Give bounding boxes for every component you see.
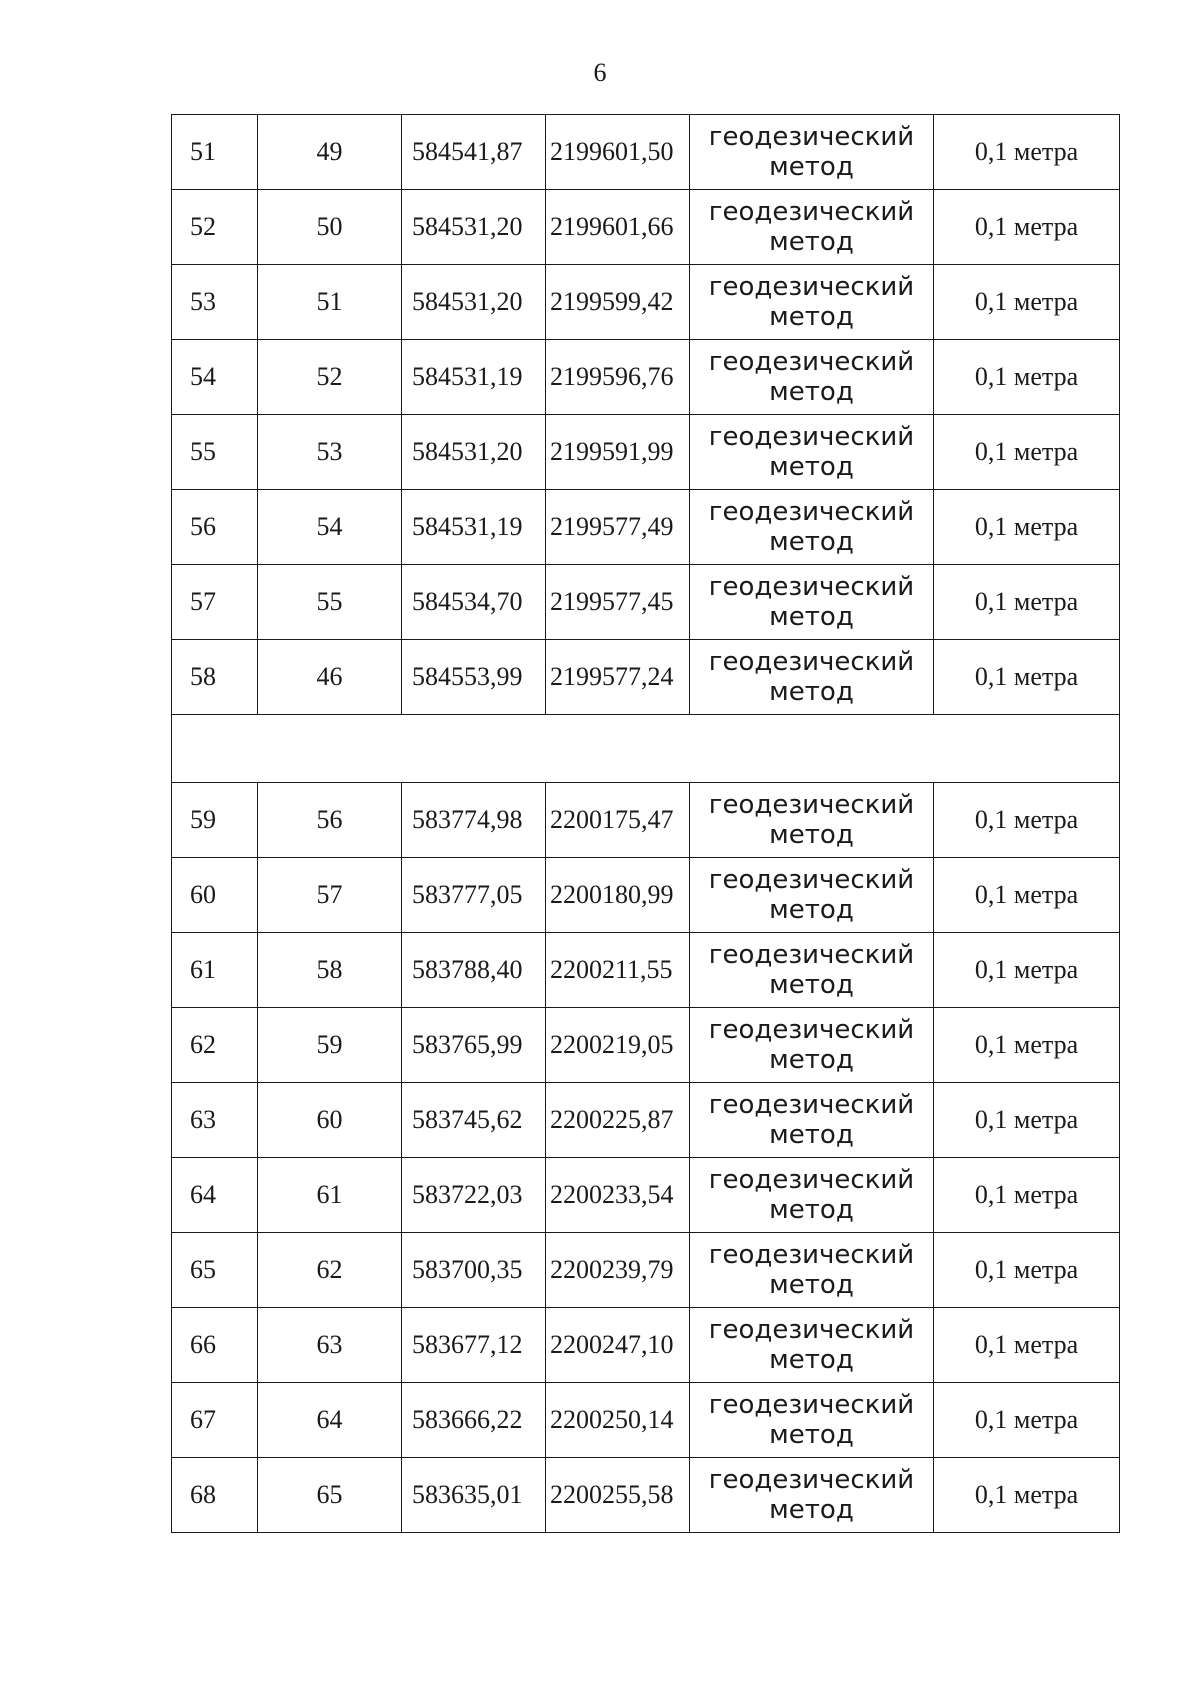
- row-number-cell: 62: [172, 1008, 258, 1083]
- point-number-cell: 60: [258, 1083, 402, 1158]
- method-line-2: метод: [769, 152, 854, 182]
- table-row: [172, 858, 1120, 933]
- point-number-cell: 56: [258, 783, 402, 858]
- accuracy-cell: 0,1 метра: [934, 858, 1120, 933]
- method-cell: [690, 858, 934, 933]
- y-coordinate-cell: 2199596,76: [546, 340, 690, 415]
- x-coordinate-cell: 584531,20: [402, 415, 546, 490]
- row-number-cell: 51: [172, 115, 258, 190]
- method-cell: [690, 115, 934, 190]
- table-row: [172, 265, 1120, 340]
- point-number-cell: 46: [258, 640, 402, 715]
- method-line-2: метод: [769, 1045, 854, 1075]
- y-coordinate-cell: 2199577,49: [546, 490, 690, 565]
- method-cell: [690, 1233, 934, 1308]
- method-cell: [690, 1458, 934, 1533]
- method-line-1: геодезический: [708, 197, 915, 227]
- method-cell: [690, 783, 934, 858]
- method-cell: [690, 490, 934, 565]
- x-coordinate-cell: 583700,35: [402, 1233, 546, 1308]
- x-coordinate-cell: 583788,40: [402, 933, 546, 1008]
- table-row: [172, 1158, 1120, 1233]
- method-cell: [690, 1308, 934, 1383]
- row-number-cell: 61: [172, 933, 258, 1008]
- point-number-cell: 50: [258, 190, 402, 265]
- page-number: 6: [593, 58, 607, 87]
- x-coordinate-cell: 584541,87: [402, 115, 546, 190]
- method-cell: [690, 340, 934, 415]
- empty-separator-row: [172, 715, 1120, 783]
- table-row: [172, 1083, 1120, 1158]
- row-number-cell: 55: [172, 415, 258, 490]
- method-cell: [690, 565, 934, 640]
- y-coordinate-cell: 2200239,79: [546, 1233, 690, 1308]
- method-line-1: геодезический: [708, 272, 915, 302]
- table-row: [172, 1458, 1120, 1533]
- method-line-2: метод: [769, 377, 854, 407]
- x-coordinate-cell: 584531,20: [402, 190, 546, 265]
- method-cell: [690, 265, 934, 340]
- accuracy-cell: 0,1 метра: [934, 1383, 1120, 1458]
- x-coordinate-cell: 583635,01: [402, 1458, 546, 1533]
- table-row: [172, 640, 1120, 715]
- y-coordinate-cell: 2200233,54: [546, 1158, 690, 1233]
- table-row: [172, 1008, 1120, 1083]
- point-number-cell: 64: [258, 1383, 402, 1458]
- method-line-1: геодезический: [708, 1315, 915, 1345]
- row-number-cell: 58: [172, 640, 258, 715]
- table-row: [172, 1308, 1120, 1383]
- accuracy-cell: 0,1 метра: [934, 1308, 1120, 1383]
- row-number-cell: 68: [172, 1458, 258, 1533]
- x-coordinate-cell: 583777,05: [402, 858, 546, 933]
- accuracy-cell: 0,1 метра: [934, 1458, 1120, 1533]
- y-coordinate-cell: 2200219,05: [546, 1008, 690, 1083]
- row-number-cell: 59: [172, 783, 258, 858]
- method-line-2: метод: [769, 527, 854, 557]
- method-cell: [690, 1008, 934, 1083]
- method-line-2: метод: [769, 1420, 854, 1450]
- table-row: [172, 1233, 1120, 1308]
- method-line-2: метод: [769, 302, 854, 332]
- method-line-2: метод: [769, 1495, 854, 1525]
- method-line-2: метод: [769, 602, 854, 632]
- accuracy-cell: 0,1 метра: [934, 1008, 1120, 1083]
- row-number-cell: 56: [172, 490, 258, 565]
- table-body-group-2: [172, 783, 1120, 1533]
- y-coordinate-cell: 2200225,87: [546, 1083, 690, 1158]
- accuracy-cell: 0,1 метра: [934, 190, 1120, 265]
- method-line-1: геодезический: [708, 940, 915, 970]
- method-line-1: геодезический: [708, 572, 915, 602]
- method-cell: [690, 640, 934, 715]
- accuracy-cell: 0,1 метра: [934, 115, 1120, 190]
- accuracy-cell: 0,1 метра: [934, 1083, 1120, 1158]
- method-line-1: геодезический: [708, 647, 915, 677]
- method-line-2: метод: [769, 1120, 854, 1150]
- x-coordinate-cell: 584553,99: [402, 640, 546, 715]
- point-number-cell: 63: [258, 1308, 402, 1383]
- table-separator: [172, 715, 1120, 783]
- method-line-1: геодезический: [708, 1165, 915, 1195]
- x-coordinate-cell: 583666,22: [402, 1383, 546, 1458]
- method-line-1: геодезический: [708, 1390, 915, 1420]
- method-cell: [690, 933, 934, 1008]
- method-line-1: геодезический: [708, 1015, 915, 1045]
- point-number-cell: 58: [258, 933, 402, 1008]
- row-number-cell: 66: [172, 1308, 258, 1383]
- point-number-cell: 59: [258, 1008, 402, 1083]
- point-number-cell: 53: [258, 415, 402, 490]
- table-row: [172, 190, 1120, 265]
- x-coordinate-cell: 583677,12: [402, 1308, 546, 1383]
- accuracy-cell: 0,1 метра: [934, 640, 1120, 715]
- y-coordinate-cell: 2200211,55: [546, 933, 690, 1008]
- y-coordinate-cell: 2200247,10: [546, 1308, 690, 1383]
- method-line-1: геодезический: [708, 1240, 915, 1270]
- accuracy-cell: 0,1 метра: [934, 1158, 1120, 1233]
- method-cell: [690, 415, 934, 490]
- y-coordinate-cell: 2199577,45: [546, 565, 690, 640]
- accuracy-cell: 0,1 метра: [934, 783, 1120, 858]
- point-number-cell: 65: [258, 1458, 402, 1533]
- point-number-cell: 62: [258, 1233, 402, 1308]
- x-coordinate-cell: 584531,19: [402, 340, 546, 415]
- table-body-group-1: [172, 115, 1120, 715]
- x-coordinate-cell: 584531,19: [402, 490, 546, 565]
- row-number-cell: 64: [172, 1158, 258, 1233]
- table-row: [172, 415, 1120, 490]
- table-row: [172, 340, 1120, 415]
- row-number-cell: 60: [172, 858, 258, 933]
- point-number-cell: 61: [258, 1158, 402, 1233]
- accuracy-cell: 0,1 метра: [934, 265, 1120, 340]
- method-cell: [690, 1158, 934, 1233]
- x-coordinate-cell: 583765,99: [402, 1008, 546, 1083]
- method-line-1: геодезический: [708, 790, 915, 820]
- row-number-cell: 65: [172, 1233, 258, 1308]
- method-cell: [690, 1383, 934, 1458]
- method-line-2: метод: [769, 820, 854, 850]
- method-line-1: геодезический: [708, 1465, 915, 1495]
- point-number-cell: 57: [258, 858, 402, 933]
- table-row: [172, 115, 1120, 190]
- method-line-1: геодезический: [708, 347, 915, 377]
- table-row: [172, 1383, 1120, 1458]
- accuracy-cell: 0,1 метра: [934, 1233, 1120, 1308]
- row-number-cell: 57: [172, 565, 258, 640]
- table-row: [172, 783, 1120, 858]
- point-number-cell: 54: [258, 490, 402, 565]
- y-coordinate-cell: 2199577,24: [546, 640, 690, 715]
- y-coordinate-cell: 2199601,66: [546, 190, 690, 265]
- y-coordinate-cell: 2200175,47: [546, 783, 690, 858]
- x-coordinate-cell: 583774,98: [402, 783, 546, 858]
- method-line-1: геодезический: [708, 1090, 915, 1120]
- method-line-2: метод: [769, 970, 854, 1000]
- table-row: [172, 565, 1120, 640]
- y-coordinate-cell: 2200250,14: [546, 1383, 690, 1458]
- method-line-1: геодезический: [708, 497, 915, 527]
- x-coordinate-cell: 583722,03: [402, 1158, 546, 1233]
- x-coordinate-cell: 583745,62: [402, 1083, 546, 1158]
- empty-separator-cell: [172, 715, 1120, 783]
- row-number-cell: 53: [172, 265, 258, 340]
- method-line-2: метод: [769, 227, 854, 257]
- coordinates-table: [171, 114, 1120, 1533]
- y-coordinate-cell: 2200180,99: [546, 858, 690, 933]
- accuracy-cell: 0,1 метра: [934, 933, 1120, 1008]
- x-coordinate-cell: 584534,70: [402, 565, 546, 640]
- row-number-cell: 67: [172, 1383, 258, 1458]
- method-line-2: метод: [769, 895, 854, 925]
- accuracy-cell: 0,1 метра: [934, 340, 1120, 415]
- row-number-cell: 54: [172, 340, 258, 415]
- y-coordinate-cell: 2200255,58: [546, 1458, 690, 1533]
- table-row: [172, 933, 1120, 1008]
- x-coordinate-cell: 584531,20: [402, 265, 546, 340]
- method-cell: [690, 1083, 934, 1158]
- accuracy-cell: 0,1 метра: [934, 490, 1120, 565]
- method-line-2: метод: [769, 677, 854, 707]
- point-number-cell: 51: [258, 265, 402, 340]
- method-line-2: метод: [769, 1345, 854, 1375]
- method-line-2: метод: [769, 452, 854, 482]
- y-coordinate-cell: 2199601,50: [546, 115, 690, 190]
- row-number-cell: 52: [172, 190, 258, 265]
- table-row: [172, 490, 1120, 565]
- point-number-cell: 55: [258, 565, 402, 640]
- y-coordinate-cell: 2199591,99: [546, 415, 690, 490]
- accuracy-cell: 0,1 метра: [934, 565, 1120, 640]
- method-line-1: геодезический: [708, 422, 915, 452]
- method-line-1: геодезический: [708, 122, 915, 152]
- row-number-cell: 63: [172, 1083, 258, 1158]
- accuracy-cell: 0,1 метра: [934, 415, 1120, 490]
- method-cell: [690, 190, 934, 265]
- point-number-cell: 52: [258, 340, 402, 415]
- y-coordinate-cell: 2199599,42: [546, 265, 690, 340]
- method-line-2: метод: [769, 1270, 854, 1300]
- method-line-1: геодезический: [708, 865, 915, 895]
- point-number-cell: 49: [258, 115, 402, 190]
- method-line-2: метод: [769, 1195, 854, 1225]
